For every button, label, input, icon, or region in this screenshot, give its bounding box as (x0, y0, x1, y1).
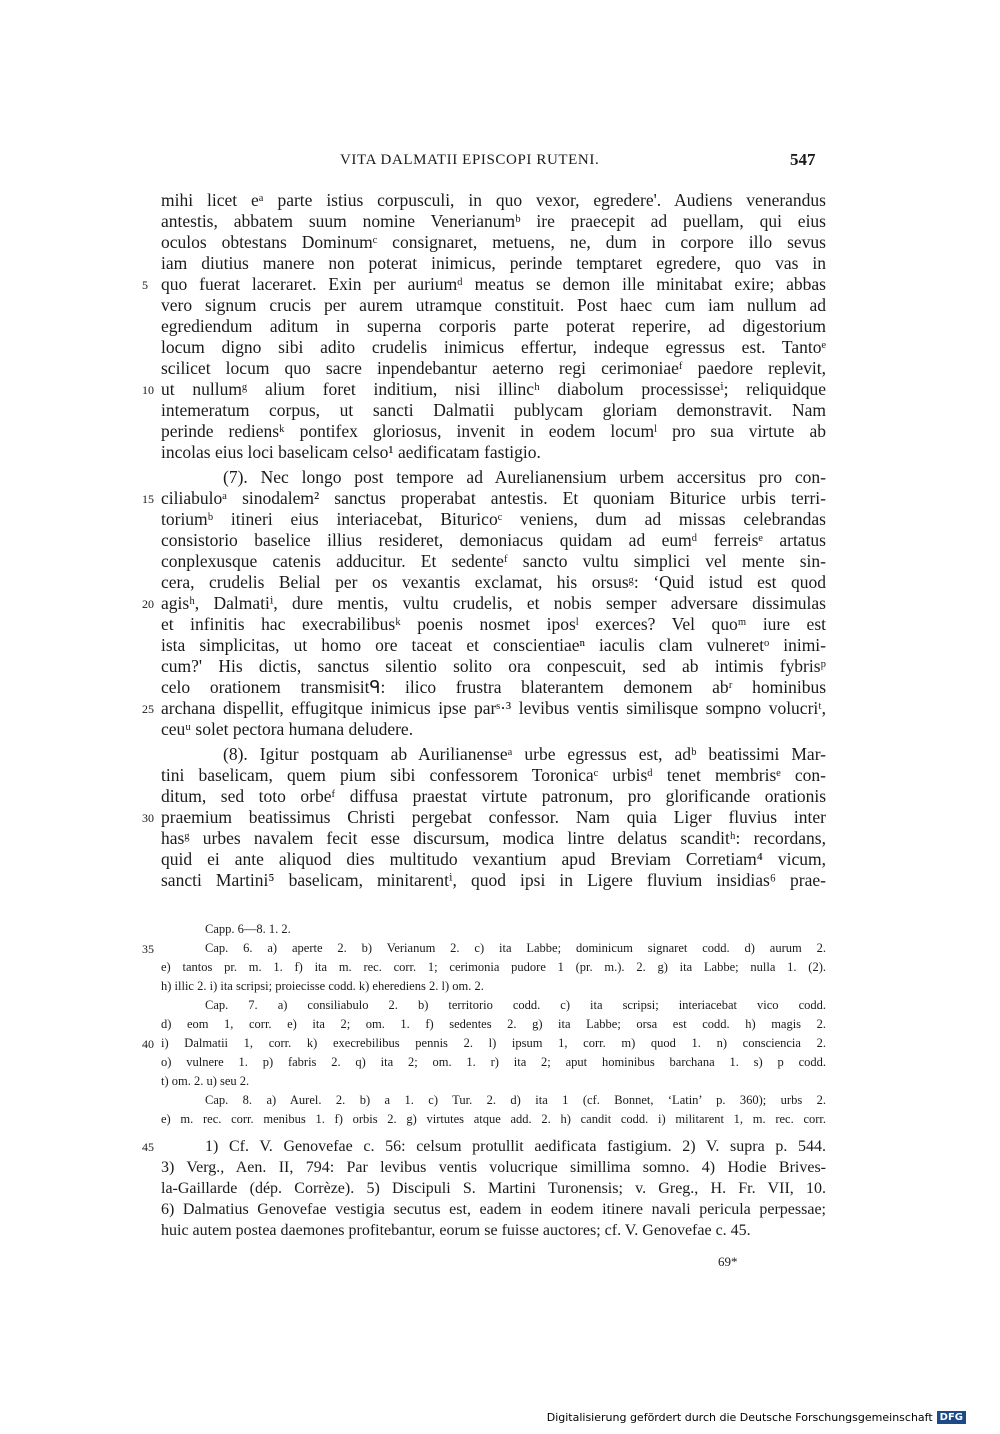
text-line (142, 593, 826, 614)
note-line (161, 1220, 826, 1241)
text-line (161, 253, 826, 274)
note-line-text: 3) Verg., Aen. II, 794: Par levibus ventis volucrique simillima somno. 4) Hodie Brives- (161, 1159, 826, 1176)
main-text (142, 190, 826, 891)
note-line-text: 6) Dalmatius Genovefae vestigia secutus est, eadem in eodem itinere navali pericula perpessae; (161, 1201, 826, 1218)
text-line (161, 190, 826, 211)
text-line (161, 719, 826, 740)
text-line-text: ditum, sed toto orbeᶠ diffusa praestat virtute patronum, pro glorificande orationis (161, 786, 826, 806)
text-line-text: mihi licet eᵃ parte istius corpusculi, in quo vexor, egredere'. Audiens venerandus (161, 190, 826, 210)
text-line-text: conplexusque catenis adducitur. Et sedenteᶠ sancto vultu simplici vel mente sin- (161, 551, 826, 571)
text-line (161, 744, 826, 765)
text-line-text: consistorio baselice illius resideret, demoniacus quidam ad eumᵈ ferreisᵉ artatus (161, 530, 826, 550)
text-line (161, 232, 826, 253)
text-line (142, 379, 826, 400)
apparatus-line (161, 996, 826, 1015)
line-number: 40 (142, 1037, 154, 1051)
text-line (161, 400, 826, 421)
text-line-text: intemeratum corpus, ut sancti Dalmatii publycam gloriam demonstravit. Nam (161, 400, 826, 420)
line-number: 45 (142, 1140, 154, 1154)
text-line-text: scilicet locum quo sacre inpendebantur aeterno regi cerimoniaeᶠ paedore replevit, (161, 358, 826, 378)
apparatus-line (161, 1072, 826, 1091)
running-head: VITA DALMATII EPISCOPI RUTENI. (340, 152, 600, 168)
note-line-text: 1) Cf. V. Genovefae c. 56: celsum protullit aedificata fastigium. 2) V. supra p. 544. (205, 1138, 826, 1155)
apparatus-line (161, 977, 826, 996)
text-line (161, 358, 826, 379)
text-line-text: perinde rediensᵏ pontifex gloriosus, invenit in eodem locumˡ pro sua virtute ab (161, 421, 826, 441)
apparatus-line (142, 1034, 826, 1053)
text-line-text: tini baselicam, quem pium sibi confessorem Toronicaᶜ urbisᵈ tenet membrisᵉ con- (161, 765, 826, 785)
text-line (161, 656, 826, 677)
text-line-text: celo orationem transmisitᑫ: ilico frustra blaterantem demonem abʳ hominibus (161, 677, 826, 697)
text-line (161, 421, 826, 442)
apparatus-line (161, 958, 826, 977)
text-line (161, 467, 826, 488)
apparatus-line-text: Cap. 7. a) consiliabulo 2. b) territorio codd. c) ita scripsi; interiacebat vico codd. (205, 998, 826, 1012)
text-line-text: toriumᵇ itineri eius interiacebat, Bituricoᶜ veniens, dum ad missas celebrandas (161, 509, 826, 529)
critical-apparatus (142, 920, 826, 1129)
text-line (161, 295, 826, 316)
text-line (161, 765, 826, 786)
text-line-text: ista simplicitas, ut homo ore taceat et conscientiaeⁿ iaculis clam vulneretᵒ inimi- (161, 635, 826, 655)
apparatus-line-text: e) tantos pr. m. 1. f) ita m. rec. corr. 1; cerimonia pudore 1 (pr. m.). 2. g) ita Labbe; nulla 1. (2). (161, 960, 826, 974)
apparatus-line-text: o) vulnere 1. p) fabris 2. q) ita 2; om. 1. r) ita 2; aput hominibus barchana 1. s) p codd. (161, 1055, 826, 1069)
apparatus-line (161, 1053, 826, 1072)
text-line-text: praemium beatissimus Christi pergebat confessor. Nam quia Liger fluvius inter (161, 807, 826, 827)
text-line (161, 442, 826, 463)
apparatus-line-text: d) eom 1, corr. e) ita 2; om. 1. f) sedentes 2. g) ita Labbe; orsa est codd. h) magis 2. (161, 1017, 826, 1031)
page-number: 547 (790, 150, 816, 169)
source-notes (142, 1136, 826, 1241)
text-line (161, 828, 826, 849)
text-line-text: vero signum crucis per aurem utramque constituit. Post haec cum iam nullum ad (161, 295, 826, 315)
text-line (161, 316, 826, 337)
text-line (161, 337, 826, 358)
text-line (161, 677, 826, 698)
apparatus-line (161, 1110, 826, 1129)
text-line (161, 786, 826, 807)
apparatus-line-text: i) Dalmatii 1, corr. k) execrebilibus pennis 2. l) ipsum 1, corr. m) quod 1. n) consciencia 2. (161, 1036, 826, 1050)
text-line-text: agisʰ, Dalmatiⁱ, dure mentis, vultu crudelis, et nobis semper adversare dissimulas (161, 593, 826, 613)
dfg-logo: DFG (937, 1411, 966, 1424)
note-line (142, 1136, 826, 1157)
apparatus-line (161, 1015, 826, 1034)
text-line-text: antestis, abbatem suum nomine Venerianumᵇ ire praecepit ad puellam, qui eius (161, 211, 826, 231)
text-line-text: egrediendum aditum in superna corporis parte poterat reperire, ad digestorium (161, 316, 826, 336)
note-line-text: huic autem postea daemones profitebantur, eorum se fuisse auctores; cf. V. Genovefae c. 45. (161, 1222, 751, 1239)
text-line-text: locum digno sibi adito crudelis inimicus effertur, indeque egressus est. Tantoᵉ (161, 337, 826, 357)
apparatus-line-text: e) m. rec. corr. menibus 1. f) orbis 2. g) virtutes atque add. 2. h) candit codd. i) militarent 1, m. rec. corr. (161, 1112, 826, 1126)
line-number: 10 (142, 383, 154, 397)
text-line-text: et infinitis hac execrabilibusᵏ poenis nosmet iposˡ exerces? Vel quoᵐ iure est (161, 614, 826, 634)
apparatus-line (142, 939, 826, 958)
text-line-text: (7). Nec longo post tempore ad Aurelianensium urbem accersitus pro con- (223, 467, 826, 487)
text-line-text: cum?' His dictis, sanctus silentio solito ora conpescuit, sed ab intimis fybrisᵖ (161, 656, 826, 676)
apparatus-line (161, 1091, 826, 1110)
text-line-text: archana dispellit, effugitque inimicus ipse parˢ·³ levibus ventis similisque sompno volucriᵗ, (161, 698, 826, 718)
line-number: 25 (142, 702, 154, 716)
apparatus-line-text: t) om. 2. u) seu 2. (161, 1074, 250, 1088)
text-line (142, 274, 826, 295)
line-number: 15 (142, 492, 154, 506)
text-line-text: ut nullumᵍ alium foret inditium, nisi illincʰ diabolum processisseⁱ; reliquidque (161, 379, 826, 399)
text-line-text: ceuᵘ solet pectora humana deludere. (161, 719, 414, 739)
line-number: 20 (142, 597, 154, 611)
text-line (161, 614, 826, 635)
text-line-text: oculos obtestans Dominumᶜ consignaret, metuens, ne, dum in corpore illo sevus (161, 232, 826, 252)
text-line-text: cera, crudelis Belial per os vexantis exclamat, his orsusᵍ: ‘Quid istud est quod (161, 572, 826, 592)
line-number: 5 (142, 278, 148, 292)
text-line-text: quid ei ante aliquod dies multitudo vexantium apud Breviam Corretiam⁴ vicum, (161, 849, 826, 869)
sheet-signature: 69* (718, 1254, 738, 1269)
text-line-text: iam diutius manere non poterat inimicus, perinde temptaret egredere, quo vas in (161, 253, 826, 273)
note-line (161, 1157, 826, 1178)
text-line-text: (8). Igitur postquam ab Aurilianenseᵃ urbe egressus est, adᵇ beatissimi Mar- (223, 744, 826, 764)
note-line (161, 1178, 826, 1199)
text-line (161, 211, 826, 232)
note-line (161, 1199, 826, 1220)
text-line-text: quo fuerat laceraret. Exin per auriumᵈ meatus se demon ille minitabat exire; abbas (161, 274, 826, 294)
footer-credit: Digitalisierung gefördert durch die Deutsche Forschungsgemeinschaft (546, 1411, 933, 1424)
text-line-text: ciliabuloᵃ sinodalem² sanctus properabat antestis. Et quoniam Biturice urbis terri- (161, 488, 826, 508)
text-line (161, 509, 826, 530)
text-line (161, 870, 826, 891)
text-line-text: incolas eius loci baselicam celso¹ aedificatam fastigio. (161, 442, 541, 462)
apparatus-line-text: Cap. 6. a) aperte 2. b) Verianum 2. c) ita Labbe; dominicum signaret codd. d) aurum 2. (205, 941, 826, 955)
text-line (142, 807, 826, 828)
text-line (142, 488, 826, 509)
note-line-text: la-Gaillarde (dép. Corrèze). 5) Discipuli S. Martini Turonensis; v. Greg., H. Fr. VII, 10. (161, 1180, 826, 1197)
text-line (142, 698, 826, 719)
line-number: 30 (142, 811, 154, 825)
text-line-text: hasᵍ urbes navalem fecit esse discursum, modica lintre delatus scanditʰ: recordans, (161, 828, 826, 848)
apparatus-line-text: Capp. 6—8. 1. 2. (205, 922, 291, 936)
apparatus-line-text: Cap. 8. a) Aurel. 2. b) a 1. c) Tur. 2. d) ita 1 (cf. Bonnet, ‘Latin’ p. 360); urbs 2. (205, 1093, 826, 1107)
text-line (161, 849, 826, 870)
text-line (161, 572, 826, 593)
footer (547, 1411, 966, 1424)
text-line (161, 551, 826, 572)
text-line-text: sancti Martini⁵ baselicam, minitarentⁱ, quod ipsi in Ligere fluvium insidias⁶ prae- (161, 870, 826, 890)
apparatus-line (161, 920, 826, 939)
text-line (161, 530, 826, 551)
text-line (161, 635, 826, 656)
line-number: 35 (142, 942, 154, 956)
apparatus-line-text: h) illic 2. i) ita scripsi; proiecisse codd. k) eherediens 2. l) om. 2. (161, 979, 484, 993)
